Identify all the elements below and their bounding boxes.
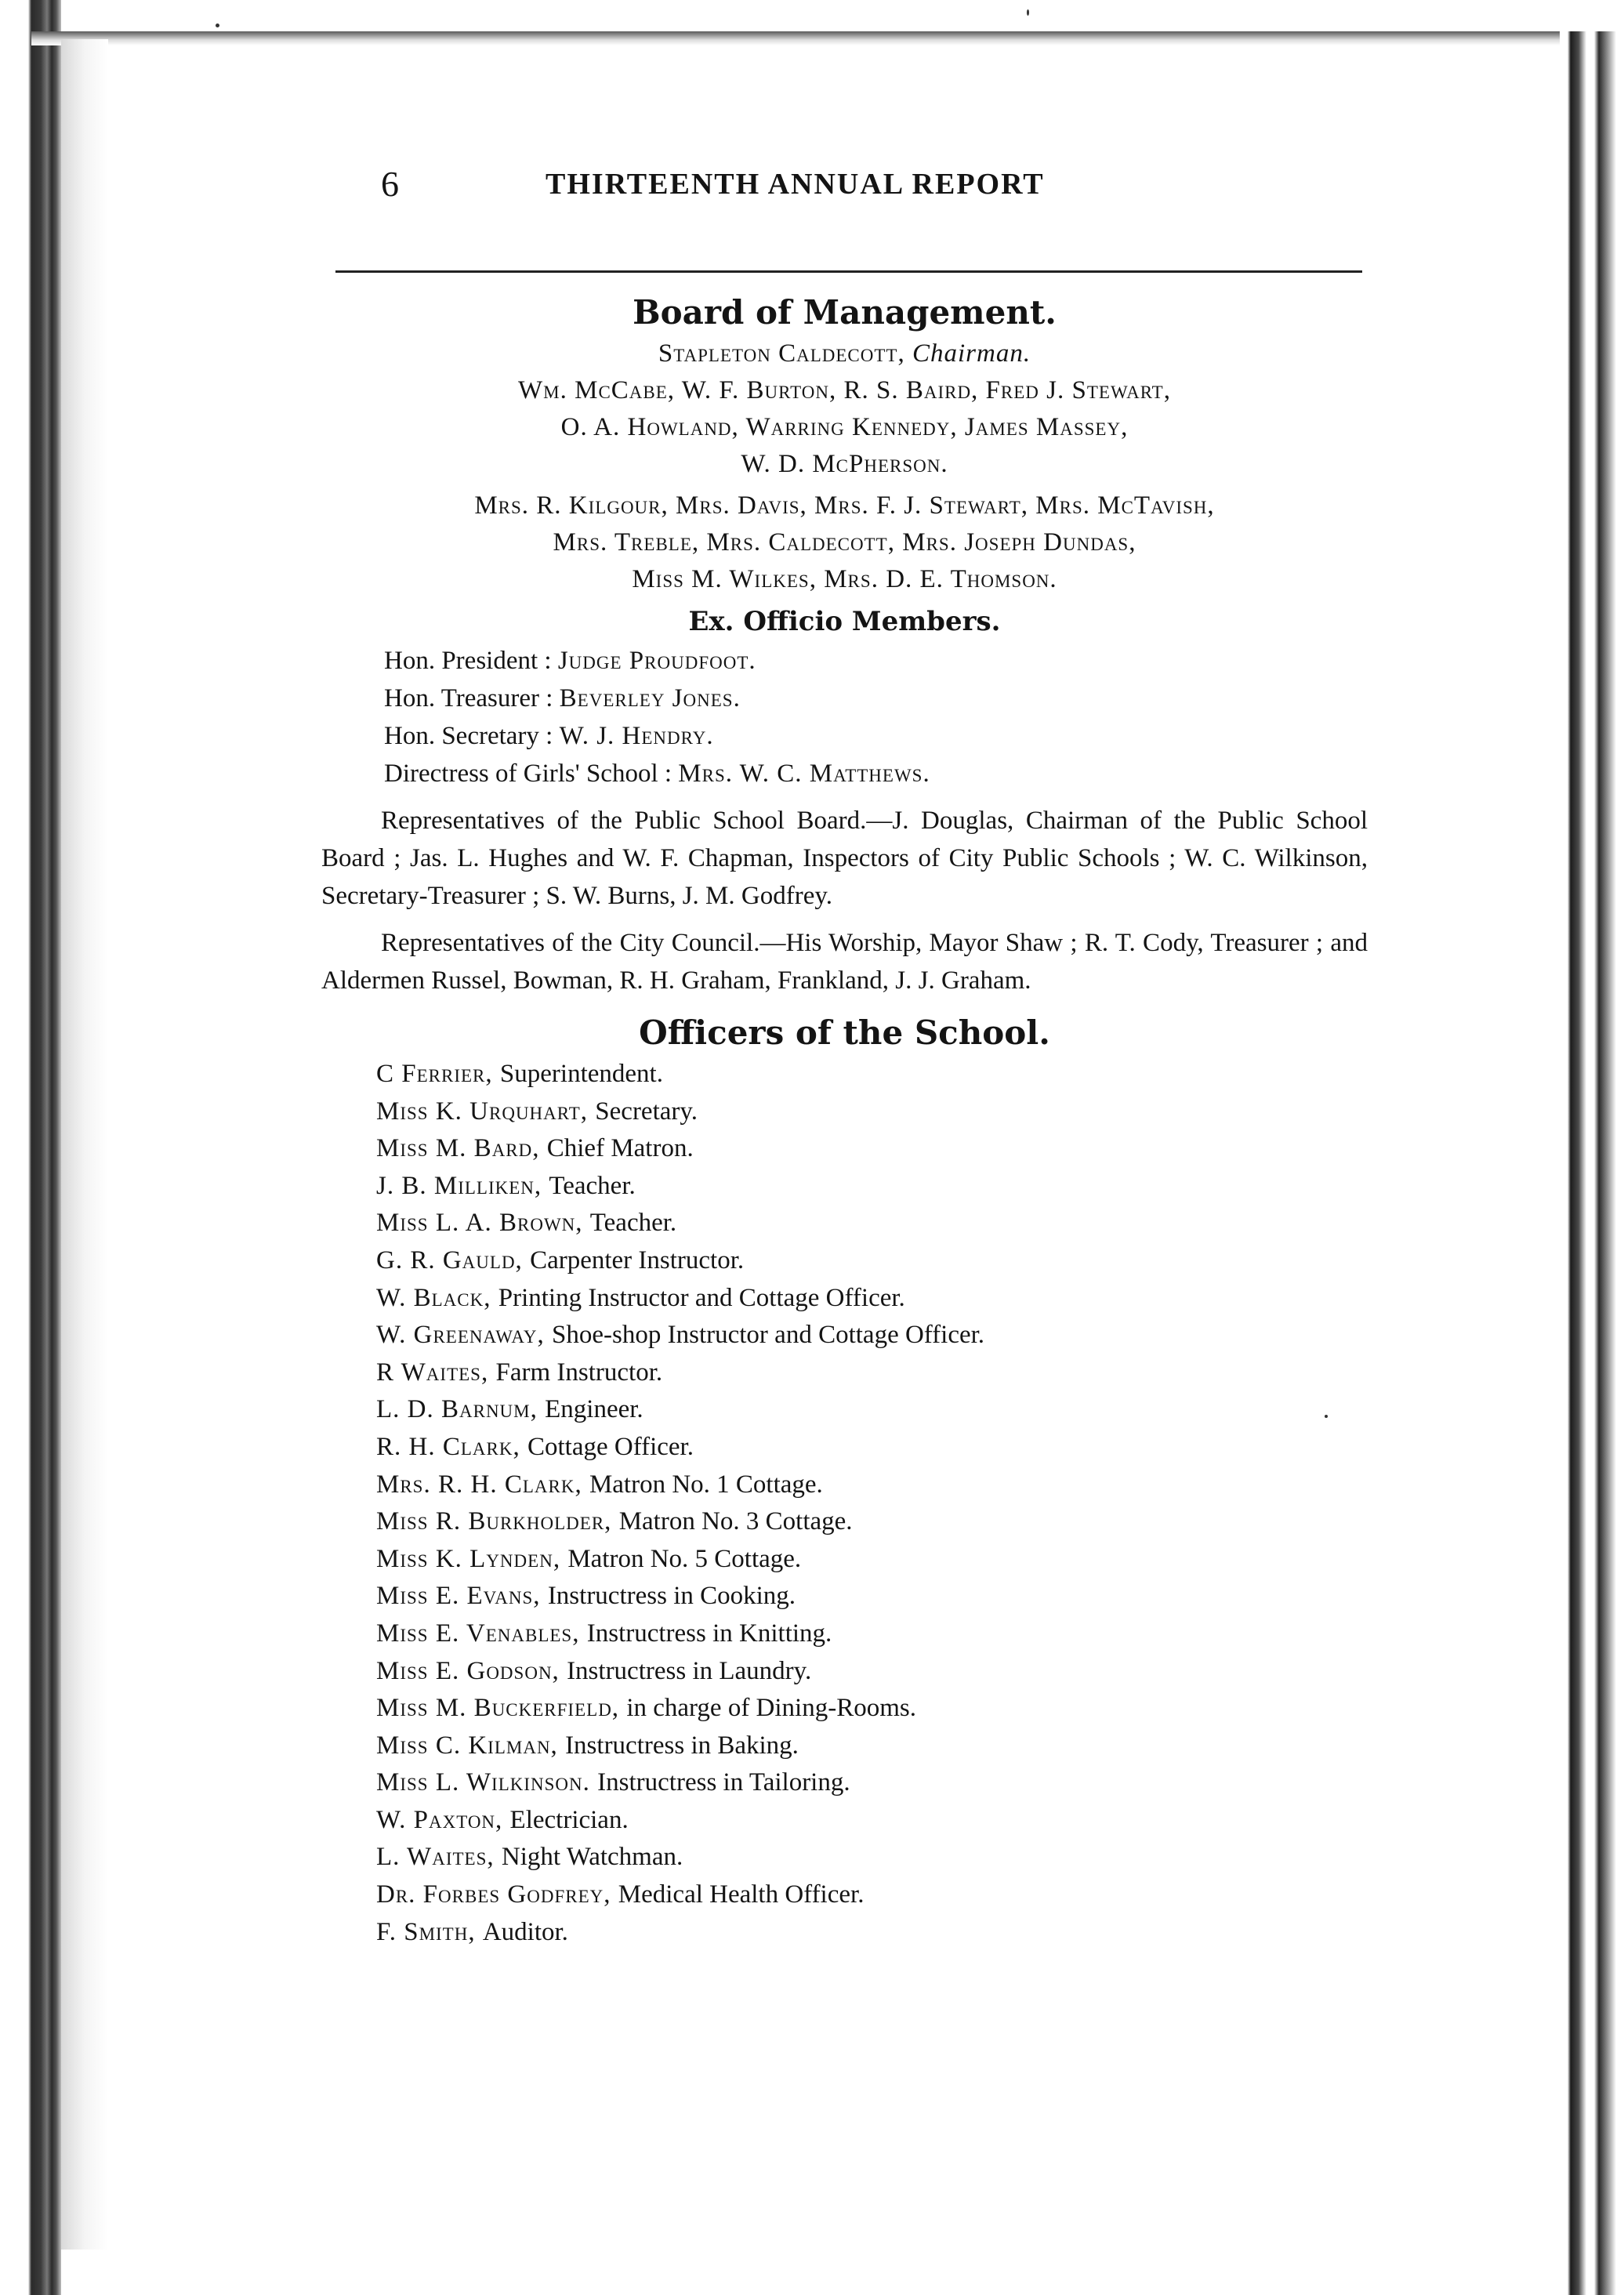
scan-speck	[1027, 9, 1029, 16]
book-spine-edge	[0, 0, 61, 2295]
officer-title: Auditor.	[482, 1917, 568, 1946]
officer-item	[376, 1429, 1368, 1467]
officer-item	[376, 1242, 1368, 1280]
officers-heading: Officers of the School.	[639, 1013, 1050, 1052]
officer-title: Instructress in Baking.	[565, 1731, 799, 1760]
header-rule	[335, 270, 1362, 273]
officer-name: Miss E. Evans,	[376, 1582, 548, 1611]
ex-officio-role: Hon. Treasurer :	[384, 684, 560, 712]
officer-name: Miss M. Buckerfield,	[376, 1694, 627, 1723]
officer-title: Teacher.	[549, 1171, 636, 1200]
officer-name: Miss L. A. Brown,	[376, 1209, 590, 1238]
officer-title: Instructress in Laundry.	[567, 1656, 812, 1685]
scan-speck	[1325, 1415, 1328, 1418]
board-lady-line: Miss M. Wilkes, Mrs. D. E. Thomson.	[632, 565, 1057, 593]
ex-officio-name: Beverley Jones.	[559, 684, 741, 712]
officer-title: Cottage Officer.	[527, 1432, 694, 1461]
board-member-line: Wm. McCabe, W. F. Burton, R. S. Baird, Fred J. Stewart,	[518, 376, 1171, 404]
board-ladies	[321, 488, 1368, 598]
officer-item	[376, 1728, 1368, 1765]
officer-title: Engineer.	[545, 1395, 643, 1424]
scan-speck	[216, 24, 219, 27]
officer-title: Instructress in Knitting.	[586, 1619, 832, 1648]
officer-item	[376, 1093, 1368, 1131]
officer-name: Miss L. Wilkinson.	[376, 1768, 598, 1797]
city-council-representatives: Representatives of the City Council.—His Worship, Mayor Shaw ; R. T. Cody, Treasurer ; and Aldermen Russel, Bowman, R. H. Graham, Frankland, J. J. Graham.	[321, 929, 1368, 995]
officer-item	[376, 1467, 1368, 1504]
officer-name: Miss E. Venables,	[376, 1619, 587, 1648]
board-lady-line: Mrs. R. Kilgour, Mrs. Davis, Mrs. F. J. Stewart, Mrs. McTavish,	[474, 491, 1215, 520]
officer-item	[376, 1056, 1368, 1093]
officer-name: L. Waites,	[376, 1843, 502, 1872]
officer-name: Miss E. Godson,	[376, 1656, 567, 1685]
officer-item	[376, 1764, 1368, 1802]
officers-list	[376, 1056, 1368, 1951]
officer-title: Farm Instructor.	[495, 1358, 663, 1387]
officer-item	[376, 1914, 1368, 1952]
officer-item	[376, 1653, 1368, 1691]
officer-name: R. H. Clark,	[376, 1432, 527, 1461]
officer-title: Instructress in Tailoring.	[597, 1768, 850, 1797]
officer-name: Miss K. Lynden,	[376, 1544, 568, 1573]
chairman-line	[321, 335, 1368, 372]
board-member-line: O. A. Howland, Warring Kennedy, James Massey,	[560, 413, 1129, 441]
officer-item	[376, 1130, 1368, 1168]
ex-officio-role: Hon. Secretary :	[384, 722, 560, 750]
officer-name: W. Paxton,	[376, 1805, 510, 1834]
page-number: 6	[381, 164, 399, 204]
ex-officio-item	[384, 717, 1368, 755]
officer-name: Miss C. Kilman,	[376, 1731, 566, 1760]
officer-item	[376, 1503, 1368, 1541]
chairman-name: Stapleton Caldecott,	[658, 339, 912, 368]
board-members	[321, 372, 1368, 483]
officer-item	[376, 1876, 1368, 1914]
officer-item	[376, 1317, 1368, 1354]
officer-title: Teacher.	[589, 1209, 677, 1238]
officer-title: Instructress in Cooking.	[547, 1582, 796, 1611]
officer-title: Matron No. 5 Cottage.	[567, 1544, 802, 1573]
page-gutter-shade	[61, 39, 108, 2250]
board-heading: Board of Management.	[633, 293, 1057, 332]
document-body	[321, 290, 1368, 1951]
board-member-line: W. D. McPherson.	[741, 450, 948, 478]
page-top-shadow	[31, 31, 1583, 45]
running-head	[281, 161, 1362, 208]
officer-title: Printing Instructor and Cottage Officer.	[498, 1283, 905, 1312]
officer-title: Chief Matron.	[546, 1134, 694, 1163]
officer-item	[376, 1205, 1368, 1242]
officer-title: Electrician.	[509, 1805, 629, 1834]
officer-title: Matron No. 1 Cottage.	[589, 1470, 823, 1499]
officer-name: L. D. Barnum,	[376, 1395, 546, 1424]
officer-name: F. Smith,	[376, 1917, 483, 1946]
officer-item	[376, 1578, 1368, 1615]
officer-name: R Waites,	[376, 1358, 496, 1387]
officer-name: Mrs. R. H. Clark,	[376, 1470, 589, 1499]
officer-name: Miss M. Bard,	[376, 1134, 547, 1163]
officer-title: Superintendent.	[499, 1060, 663, 1088]
ex-officio-name: W. J. Hendry.	[559, 722, 714, 750]
ex-officio-name: Mrs. W. C. Matthews.	[678, 760, 930, 788]
running-title: THIRTEENTH ANNUAL REPORT	[546, 168, 1045, 201]
chairman-title: Chairman.	[912, 339, 1031, 368]
ex-officio-item	[384, 755, 1368, 792]
board-lady-line: Mrs. Treble, Mrs. Caldecott, Mrs. Joseph Dundas,	[553, 528, 1136, 557]
officer-title: Matron No. 3 Cottage.	[618, 1507, 853, 1536]
officer-title: Night Watchman.	[501, 1843, 683, 1872]
ex-officio-role: Directress of Girls' School :	[384, 760, 679, 788]
officer-name: Miss K. Urquhart,	[376, 1097, 596, 1126]
officer-name: Dr. Forbes Godfrey,	[376, 1880, 618, 1909]
officer-item	[376, 1615, 1368, 1653]
officer-item	[376, 1802, 1368, 1840]
ex-officio-name: Judge Proudfoot.	[557, 647, 756, 675]
officer-item	[376, 1354, 1368, 1392]
officer-item	[376, 1839, 1368, 1876]
officer-item	[376, 1690, 1368, 1728]
officer-title: Secretary.	[595, 1097, 698, 1126]
ex-officio-item	[384, 642, 1368, 680]
officer-title: Medical Health Officer.	[618, 1880, 865, 1909]
ex-officio-heading: Ex. Officio Members.	[688, 606, 1001, 637]
officer-name: J. B. Milliken,	[376, 1171, 549, 1200]
officer-title: in charge of Dining-Rooms.	[626, 1694, 916, 1723]
ex-officio-item	[384, 680, 1368, 717]
officer-item	[376, 1391, 1368, 1429]
officer-title: Carpenter Instructor.	[530, 1245, 745, 1274]
officer-name: C Ferrier,	[376, 1060, 500, 1088]
officer-title: Shoe-shop Instructor and Cottage Officer.	[552, 1321, 985, 1350]
book-right-edge	[1560, 31, 1624, 2295]
officer-name: W. Black,	[376, 1283, 498, 1312]
school-board-representatives: Representatives of the Public School Board.—J. Douglas, Chairman of the Public School Board ; Jas. L. Hughes and W. F. Chapman, Inspectors of City Public Schools ; W. C. Wilkinson, Secretary-Treasurer ; S. W. Burns, J. M. Godfrey.	[321, 807, 1368, 910]
ex-officio-list	[384, 642, 1368, 792]
officer-name: G. R. Gauld,	[376, 1245, 531, 1274]
officer-item	[376, 1168, 1368, 1206]
officer-item	[376, 1541, 1368, 1579]
officer-name: Miss R. Burkholder,	[376, 1507, 619, 1536]
officer-item	[376, 1280, 1368, 1318]
ex-officio-role: Hon. President :	[384, 647, 558, 675]
officer-name: W. Greenaway,	[376, 1321, 553, 1350]
